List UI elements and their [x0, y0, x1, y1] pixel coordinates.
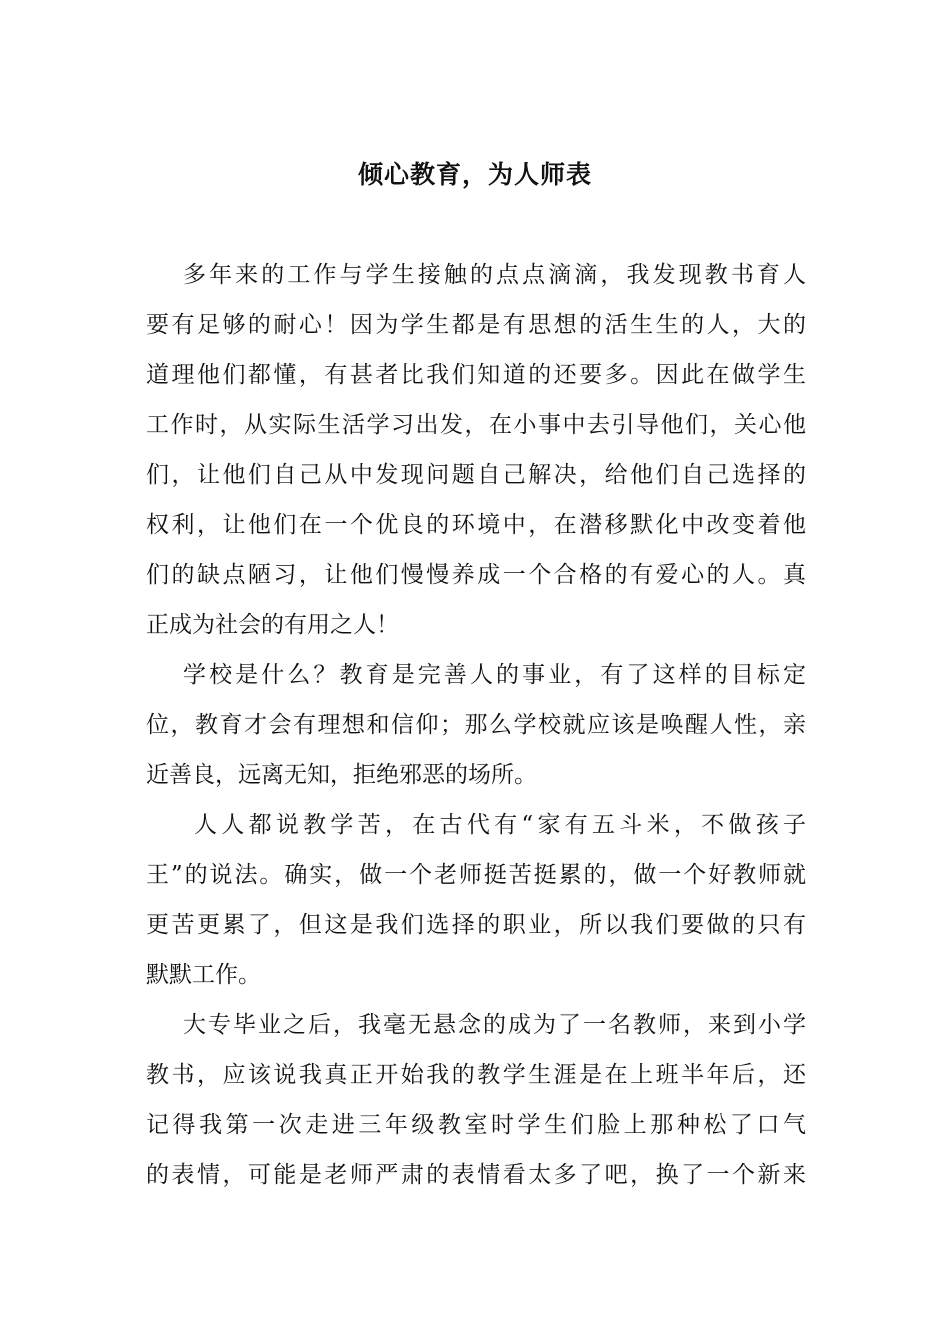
text-line: 人人都说教学苦，在古代有“家有五斗米，不做孩子 [194, 812, 806, 838]
text-line: 的表情，可能是老师严肃的表情看太多了吧，换了一个新来 [146, 1162, 806, 1188]
text-line: 近善良，远离无知，拒绝邪恶的场所。 [146, 762, 537, 788]
text-line: 更苦更累了，但这是我们选择的职业，所以我们要做的只有 [146, 912, 806, 938]
text-line: 王”的说法。确实，做一个老师挺苦挺累的，做一个好教师就 [146, 862, 806, 888]
document-body [146, 250, 806, 1200]
text-line: 道理他们都懂，有甚者比我们知道的还要多。因此在做学生 [146, 362, 806, 388]
text-line: 位，教育才会有理想和信仰；那么学校就应该是唤醒人性，亲 [146, 712, 806, 738]
text-line: 大专毕业之后，我毫无悬念的成为了一名教师，来到小学 [183, 1012, 806, 1038]
text-line: 正成为社会的有用之人！ [146, 612, 399, 638]
text-line: 们，让他们自己从中发现问题自己解决，给他们自己选择的 [146, 462, 806, 488]
text-line: 多年来的工作与学生接触的点点滴滴，我发现教书育人 [183, 262, 806, 288]
text-line: 要有足够的耐心！因为学生都是有思想的活生生的人，大的 [146, 312, 806, 338]
page-title: 倾心教育，为人师表 [357, 160, 592, 189]
text-line: 教书，应该说我真正开始我的教学生涯是在上班半年后，还 [146, 1062, 806, 1088]
text-line: 学校是什么？教育是完善人的事业，有了这样的目标定 [183, 662, 806, 688]
text-line: 工作时，从实际生活学习出发，在小事中去引导他们，关心他 [146, 412, 806, 438]
text-line: 记得我第一次走进三年级教室时学生们脸上那种松了口气 [146, 1112, 806, 1138]
paragraph-4 [146, 1000, 806, 1200]
paragraph-2 [146, 650, 806, 800]
text-line: 们的缺点陋习，让他们慢慢养成一个合格的有爱心的人。真 [146, 562, 806, 588]
text-line: 默默工作。 [146, 962, 261, 988]
text-line: 权利，让他们在一个优良的环境中，在潜移默化中改变着他 [146, 512, 806, 538]
paragraph-3 [146, 800, 806, 1000]
paragraph-1 [146, 250, 806, 650]
